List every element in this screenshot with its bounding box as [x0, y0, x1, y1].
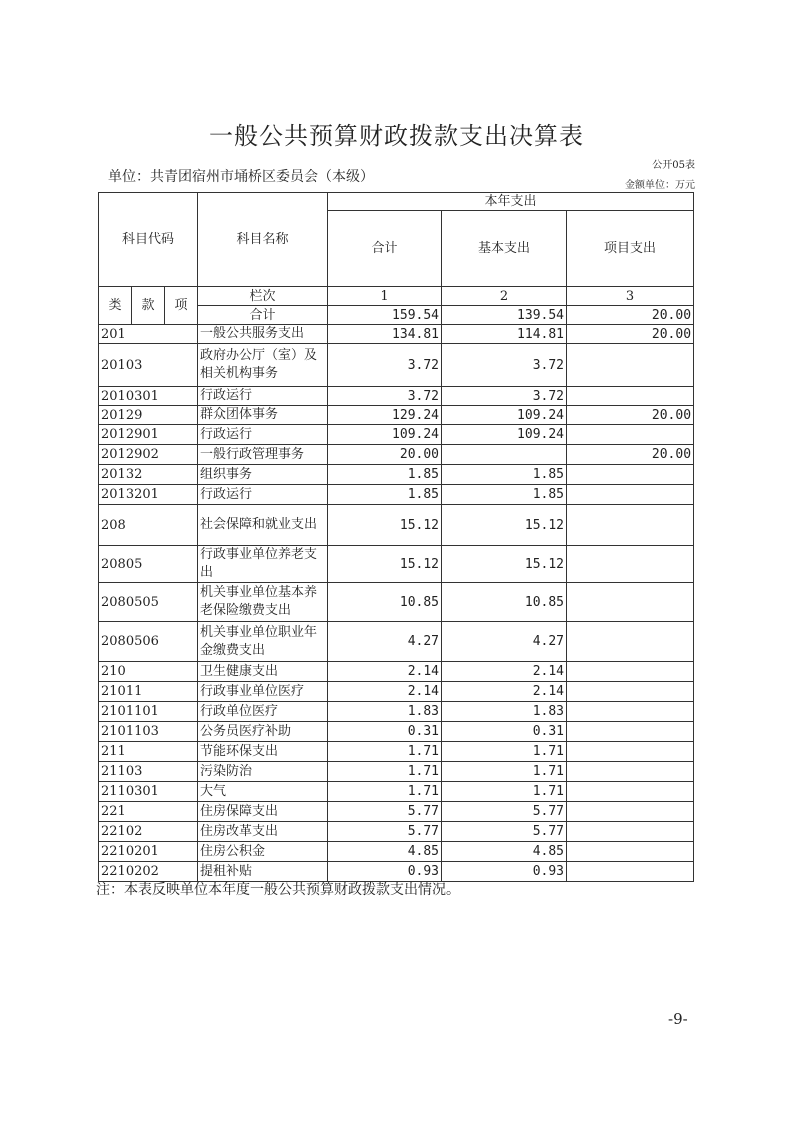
row-code: 2010301 — [99, 387, 198, 406]
row-name: 行政运行 — [198, 485, 328, 505]
row-basic: 2.14 — [442, 662, 567, 682]
row-name: 政府办公厅（室）及相关机构事务 — [198, 344, 328, 387]
table-row — [99, 445, 694, 465]
row-code: 2080505 — [99, 583, 198, 622]
header-basic: 基本支出 — [442, 211, 567, 287]
row-project: 20.00 — [567, 325, 694, 344]
row-basic: 5.77 — [442, 802, 567, 822]
row-code: 2080506 — [99, 622, 198, 662]
row-code: 2210201 — [99, 842, 198, 862]
row-name: 提租补贴 — [198, 862, 328, 882]
table-row — [99, 722, 694, 742]
row-basic: 2.14 — [442, 682, 567, 702]
row-project — [567, 344, 694, 387]
table-row — [99, 762, 694, 782]
row-code: 210 — [99, 662, 198, 682]
row-name: 行政运行 — [198, 425, 328, 445]
row-basic: 1.85 — [442, 485, 567, 505]
table-row — [99, 546, 694, 583]
row-total: 3.72 — [328, 387, 442, 406]
row-name: 组织事务 — [198, 465, 328, 485]
row-basic: 15.12 — [442, 546, 567, 583]
row-code: 21011 — [99, 682, 198, 702]
row-code: 20103 — [99, 344, 198, 387]
row-name: 节能环保支出 — [198, 742, 328, 762]
row-total: 15.12 — [328, 505, 442, 546]
row-project — [567, 505, 694, 546]
total-basic: 139.54 — [442, 306, 567, 325]
row-project — [567, 485, 694, 505]
row-name: 一般行政管理事务 — [198, 445, 328, 465]
row-project: 20.00 — [567, 445, 694, 465]
table-row — [99, 425, 694, 445]
row-name: 行政运行 — [198, 387, 328, 406]
row-basic: 3.72 — [442, 387, 567, 406]
row-project — [567, 862, 694, 882]
total-project: 20.00 — [567, 306, 694, 325]
money-unit: 金额单位：万元 — [625, 180, 695, 191]
row-basic: 5.77 — [442, 822, 567, 842]
row-project — [567, 782, 694, 802]
row-project — [567, 425, 694, 445]
header-total: 合计 — [328, 211, 442, 287]
row-project — [567, 702, 694, 722]
total-total: 159.54 — [328, 306, 442, 325]
row-total: 2.14 — [328, 682, 442, 702]
row-code: 22102 — [99, 822, 198, 842]
row-name: 住房保障支出 — [198, 802, 328, 822]
row-name: 群众团体事务 — [198, 406, 328, 425]
row-code: 2101101 — [99, 702, 198, 722]
row-code: 208 — [99, 505, 198, 546]
page-title: 一般公共预算财政拨款支出决算表 — [209, 122, 584, 150]
row-basic: 4.85 — [442, 842, 567, 862]
header-lei: 类 — [99, 287, 132, 325]
row-project — [567, 546, 694, 583]
row-basic: 109.24 — [442, 406, 567, 425]
column-number-2: 2 — [442, 287, 567, 306]
row-name: 住房改革支出 — [198, 822, 328, 842]
row-code: 20129 — [99, 406, 198, 425]
row-basic: 1.71 — [442, 762, 567, 782]
row-total: 1.85 — [328, 465, 442, 485]
row-total: 15.12 — [328, 546, 442, 583]
header-year-expense: 本年支出 — [328, 193, 694, 211]
table-row — [99, 344, 694, 387]
row-code: 2012902 — [99, 445, 198, 465]
row-code: 201 — [99, 325, 198, 344]
table-row — [99, 842, 694, 862]
row-total: 20.00 — [328, 445, 442, 465]
table-row — [99, 742, 694, 762]
row-total: 1.83 — [328, 702, 442, 722]
row-basic — [442, 445, 567, 465]
row-total: 109.24 — [328, 425, 442, 445]
row-code: 20132 — [99, 465, 198, 485]
row-name: 住房公积金 — [198, 842, 328, 862]
row-total: 134.81 — [328, 325, 442, 344]
row-name: 一般公共服务支出 — [198, 325, 328, 344]
table-row — [99, 583, 694, 622]
table-row — [99, 465, 694, 485]
table-row — [99, 822, 694, 842]
row-total: 0.31 — [328, 722, 442, 742]
row-total: 3.72 — [328, 344, 442, 387]
total-label: 合计 — [198, 306, 328, 325]
row-project — [567, 622, 694, 662]
row-total: 10.85 — [328, 583, 442, 622]
column-number-3: 3 — [567, 287, 694, 306]
row-basic: 1.85 — [442, 465, 567, 485]
row-project — [567, 762, 694, 782]
row-basic: 1.83 — [442, 702, 567, 722]
row-code: 211 — [99, 742, 198, 762]
row-code: 2012901 — [99, 425, 198, 445]
row-project — [567, 842, 694, 862]
row-code: 2110301 — [99, 782, 198, 802]
row-code: 20805 — [99, 546, 198, 583]
header-name: 科目名称 — [198, 193, 328, 287]
row-code: 2013201 — [99, 485, 198, 505]
row-name: 社会保障和就业支出 — [198, 505, 328, 546]
page-number: -9- — [668, 1010, 688, 1028]
row-basic: 114.81 — [442, 325, 567, 344]
row-basic: 1.71 — [442, 742, 567, 762]
row-project — [567, 387, 694, 406]
row-total: 0.93 — [328, 862, 442, 882]
table-note: 注：本表反映单位本年度一般公共预算财政拨款支出情况。 — [96, 882, 460, 898]
row-total: 1.71 — [328, 782, 442, 802]
row-code: 221 — [99, 802, 198, 822]
row-basic: 3.72 — [442, 344, 567, 387]
row-total: 4.85 — [328, 842, 442, 862]
table-row — [99, 662, 694, 682]
row-name: 污染防治 — [198, 762, 328, 782]
header-kuan: 款 — [132, 287, 165, 325]
row-project — [567, 822, 694, 842]
row-name: 机关事业单位基本养老保险缴费支出 — [198, 583, 328, 622]
row-name: 机关事业单位职业年金缴费支出 — [198, 622, 328, 662]
header-code: 科目代码 — [99, 193, 198, 287]
row-total: 5.77 — [328, 822, 442, 842]
row-code: 2210202 — [99, 862, 198, 882]
header-project: 项目支出 — [567, 211, 694, 287]
row-name: 行政事业单位医疗 — [198, 682, 328, 702]
header-xiang: 项 — [165, 287, 198, 325]
row-name: 公务员医疗补助 — [198, 722, 328, 742]
form-number: 公开05表 — [652, 160, 695, 171]
table-row — [99, 682, 694, 702]
row-code: 2101103 — [99, 722, 198, 742]
row-basic: 109.24 — [442, 425, 567, 445]
row-total: 4.27 — [328, 622, 442, 662]
table-row — [99, 802, 694, 822]
table-row — [99, 387, 694, 406]
row-name: 行政单位医疗 — [198, 702, 328, 722]
row-total: 129.24 — [328, 406, 442, 425]
row-basic: 0.93 — [442, 862, 567, 882]
row-basic: 0.31 — [442, 722, 567, 742]
table-row — [99, 485, 694, 505]
row-name: 行政事业单位养老支出 — [198, 546, 328, 583]
row-basic: 15.12 — [442, 505, 567, 546]
row-project — [567, 742, 694, 762]
row-total: 5.77 — [328, 802, 442, 822]
table-row — [99, 782, 694, 802]
row-basic: 10.85 — [442, 583, 567, 622]
column-number-1: 1 — [328, 287, 442, 306]
budget-table — [98, 192, 694, 882]
table-row — [99, 325, 694, 344]
row-total: 1.71 — [328, 742, 442, 762]
table-row — [99, 505, 694, 546]
row-basic: 1.71 — [442, 782, 567, 802]
unit-name: 单位：共青团宿州市埇桥区委员会（本级） — [108, 169, 374, 185]
row-project — [567, 662, 694, 682]
column-label: 栏次 — [198, 287, 328, 306]
table-row — [99, 406, 694, 425]
table-row — [99, 702, 694, 722]
row-code: 21103 — [99, 762, 198, 782]
row-project: 20.00 — [567, 406, 694, 425]
table-row — [99, 622, 694, 662]
row-project — [567, 583, 694, 622]
row-name: 卫生健康支出 — [198, 662, 328, 682]
row-project — [567, 802, 694, 822]
row-total: 1.85 — [328, 485, 442, 505]
row-basic: 4.27 — [442, 622, 567, 662]
row-name: 大气 — [198, 782, 328, 802]
row-project — [567, 465, 694, 485]
row-total: 1.71 — [328, 762, 442, 782]
row-total: 2.14 — [328, 662, 442, 682]
row-project — [567, 722, 694, 742]
row-project — [567, 682, 694, 702]
